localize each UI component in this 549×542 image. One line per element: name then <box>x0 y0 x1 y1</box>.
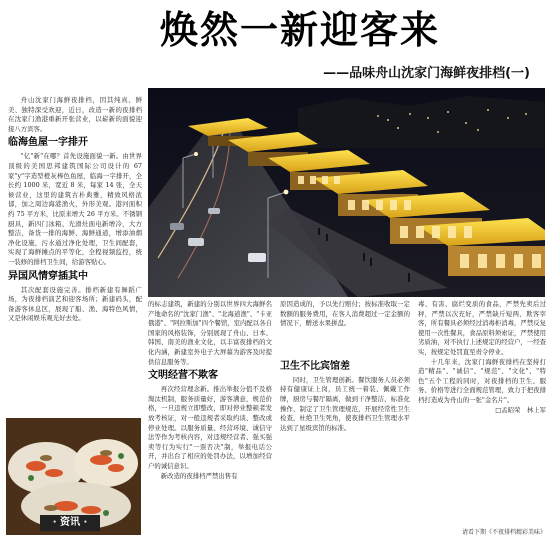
intro-paragraph: 舟山沈家门海鲜夜排档，因其纯真、鲜美、独特深受欢迎，近日，改造一新的夜排档在沈家门渔港重新开张营业，以崭新的面貌迎接八方宾客。 <box>8 96 142 133</box>
article-column-1 <box>8 96 142 416</box>
headline: 焕然一新迎客来 <box>159 8 440 52</box>
section-heading-exotic: 异国风情穿插其中 <box>8 270 88 282</box>
section-heading-hygiene: 卫生不比宾馆差 <box>280 360 350 372</box>
section-body-exotic: 其次配套设施完善。排档新建有舞蹈广场，为夜排档演艺和迎客场所；新建码头，配备游客休息区，展现了船、渔、海特色风情，又是休闲娱乐观光好去处。 <box>8 285 142 323</box>
next-issue-note: 请看下期《不夜排档精彩美味》 <box>461 529 546 536</box>
section-heading-civil-business: 文明经营不欺客 <box>148 370 218 382</box>
byline: □孟昭荣 林上军 <box>495 405 546 414</box>
col2-paragraph-3: 新改造的夜排档严禁出售有 <box>160 471 238 480</box>
col3-paragraph-1: 原因造成的，予以先行赔付；按标准收取一定数额的服务费用，在客人消费超过一定金额的情况下，赠送水果拼盘。 <box>280 300 410 328</box>
article-column-3 <box>280 300 410 540</box>
info-label: · 资讯 · <box>40 515 100 531</box>
night-market-illustration <box>148 88 545 297</box>
section-heading-stalls: 临海鱼屋一字排开 <box>8 137 88 149</box>
col2-paragraph-2: 再次经营理念新。推出举报分值不及格淘汰机制，服务质量好，游客满意，规范价格，一旦违规立即整改，即对停业整顿者发放考核证，对一般违规者采取约谈、整改或停业处理。以服务质量、经营环境、诚信守法等作为考核内容，对违规经营者、强买强卖等行为实行"一票否决"制，举报电话公开，并出台了相应的处罚办法，以增加经营户的诚信意识。 <box>148 385 272 470</box>
article-column-2 <box>148 300 272 540</box>
col2-paragraph-1: 的标志建筑，新建的分别以世界四大海鲜名产地命名的"沈家门渔"、"北海道渔"、"卡亚俄港"、"阿拉斯加"四个餐馆，室内配以各自国家的风格装饰，分别展现了舟山、日本、韩国、南美的渔业文化，以丰富夜排档的文化内涵，新建室外电子大屏幕为游客及时提供信息服务等。 <box>148 300 272 366</box>
col3-paragraph-2: 同时，卫生管理创新。餐饮服务人员必须持有健康证上岗，员工统一着装、佩戴工作牌，厨房与餐厅隔离，做到干净整洁、标准化操作、制定了卫生管理规范，开展经常性卫生检查，杜绝卫生死角，使夜排档卫生管理水平达到了星级宾馆的标准。 <box>280 375 410 432</box>
col4-paragraph-2: 十几年来，沈家门海鲜夜排档在坚持打造"精品"、"诚信"、"规范"、"文化"、"特色"五个工程的同时，对夜排档的卫生、服务、价格等进行全面规范管理，致力于把夜排档打造成为舟山的一张"金名片"。 <box>418 357 546 404</box>
night-market-photo <box>148 88 545 297</box>
article-column-4 <box>418 300 546 526</box>
subheadline: ——品味舟山沈家门海鲜夜排档(一) <box>323 66 530 81</box>
section-body-stalls: "亿"新"在哪？首先设施面貌一新。由世界顶级的美国思邦建筑国际公司设计的 67 家"y"字造型橙灰棒色鱼屋，临海一字排开，全长约 1000 米，宽近 8 米，每家 14 张，全天候营业，这里的建筑古朴典雅，精致风格浓郁，加之周边海港渔火，外形美观。港河面积约 75 平方米，比原来增大 26 平方米。不锈钢厨具，新四门冰箱、光滑灶面电新增冷，大方整洁，备货一排的海鲜、海鲜通道，增添油烟净化设施，污水通过净化处理，卫生间配套，实现了海鲜摊点的平等化，全程视频监控，统一装修的排档卫生间，给游客贴心。 <box>8 152 142 266</box>
col4-paragraph-1: 毒、有害、腐烂变质的食品，严禁先卖后过秤，严禁以次充好，严禁缺斤短两、欺客宰客，所有餐具必须经过消毒柜消毒，严禁反复使用一次性餐具，食品原料须索证，严禁使用劣质油，对不执行上述规定的经营户，一经查实，按规定处罚直至责令停业。 <box>418 300 546 356</box>
